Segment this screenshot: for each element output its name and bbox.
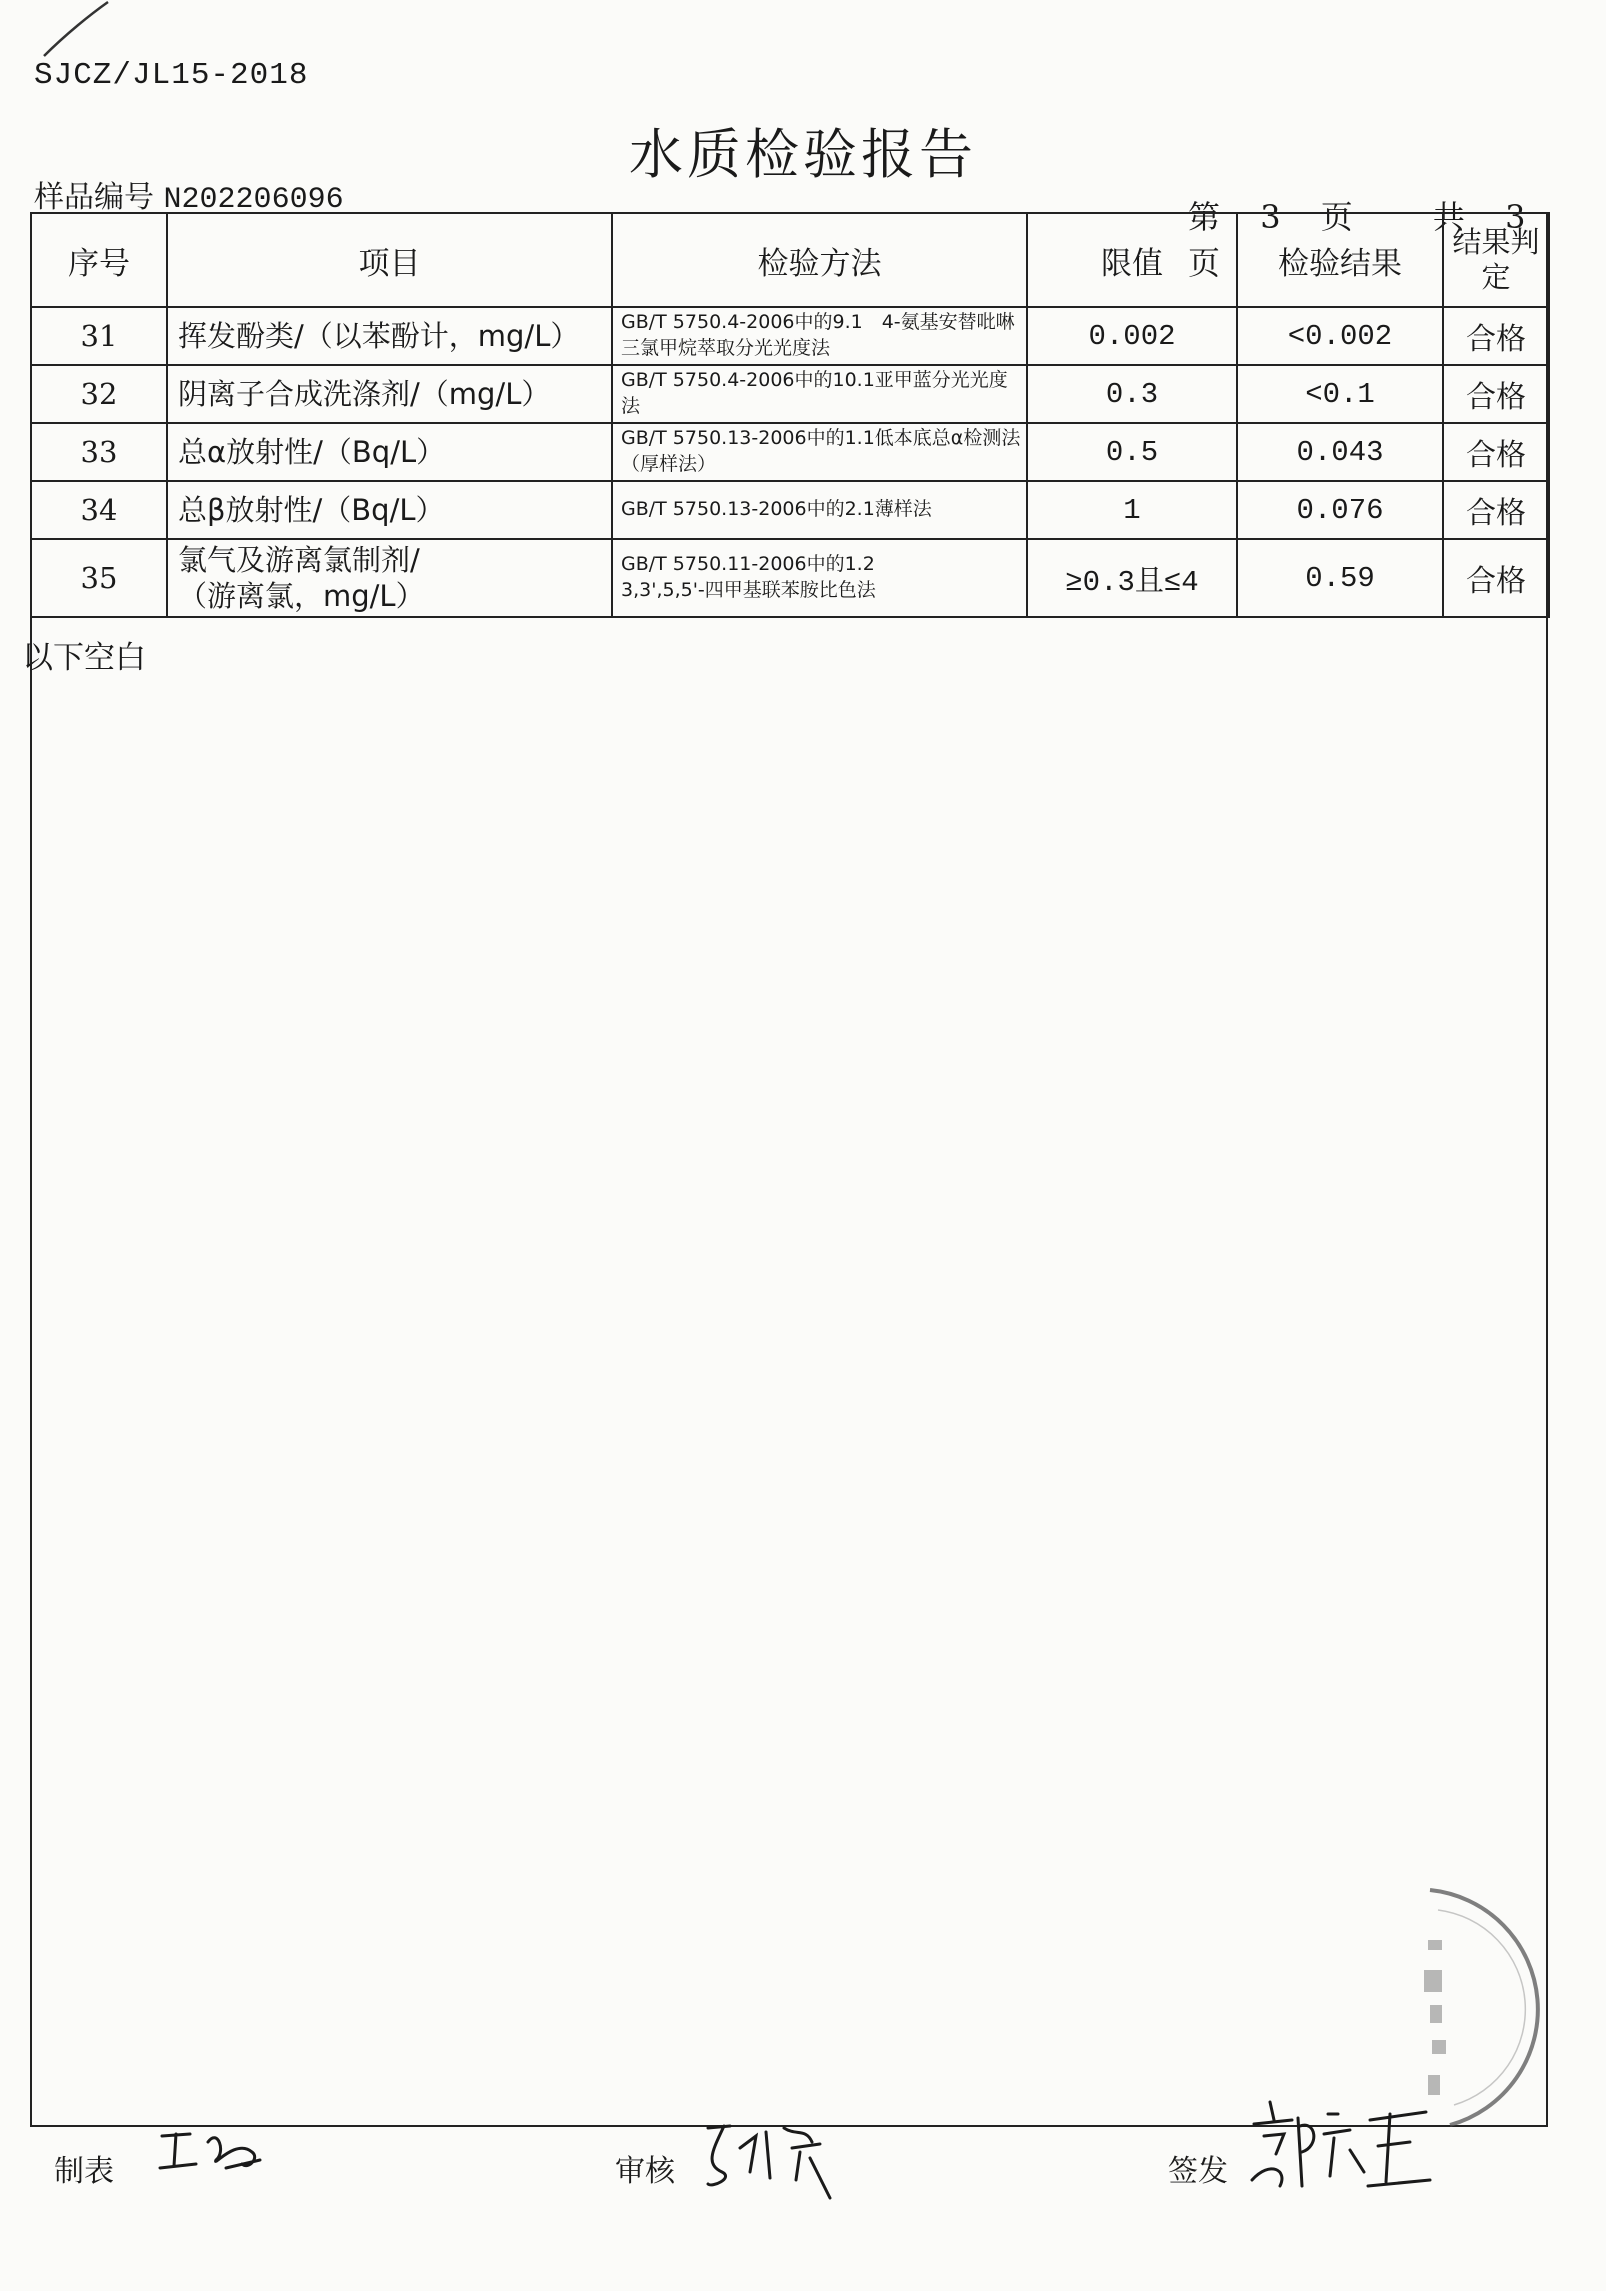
header-item: 项目 bbox=[167, 213, 612, 307]
report-title: 水质检验报告 bbox=[629, 123, 977, 186]
cell-method-line-1: GB/T 5750.11-2006中的1.2 bbox=[621, 553, 875, 576]
cell-seq: 34 bbox=[31, 481, 167, 539]
header-limit: 限值 bbox=[1027, 213, 1237, 307]
page-unit: 页 bbox=[1320, 198, 1353, 236]
header-result: 检验结果 bbox=[1237, 213, 1443, 307]
table-row bbox=[31, 307, 1549, 365]
table-row bbox=[31, 539, 1549, 617]
cell-limit: ≥0.3且≤4 bbox=[1027, 539, 1237, 617]
cell-item bbox=[167, 539, 612, 617]
table-header-row bbox=[31, 213, 1549, 307]
cell-result: <0.1 bbox=[1237, 365, 1443, 423]
results-table bbox=[30, 212, 1550, 618]
cell-judgment: 合格 bbox=[1443, 307, 1549, 365]
document-code: SJCZ/JL15-2018 bbox=[34, 58, 309, 93]
cell-limit: 0.5 bbox=[1027, 423, 1237, 481]
prepared-by-label: 制表 bbox=[54, 2154, 114, 2189]
cell-limit: 1 bbox=[1027, 481, 1237, 539]
total-pages: 3 bbox=[1505, 198, 1526, 236]
cell-result: 0.59 bbox=[1237, 539, 1443, 617]
cell-method: GB/T 5750.13-2006中的1.1低本底总α检测法（厚样法） bbox=[612, 423, 1027, 481]
cell-result: <0.002 bbox=[1237, 307, 1443, 365]
table-row bbox=[31, 423, 1549, 481]
sample-number-line bbox=[34, 172, 344, 217]
approved-by-signature bbox=[1240, 2090, 1440, 2200]
reviewed-by-label: 审核 bbox=[615, 2154, 675, 2189]
cell-item: 挥发酚类/（以苯酚计，mg/L） bbox=[167, 307, 612, 365]
header-seq: 序号 bbox=[31, 213, 167, 307]
table-row bbox=[31, 365, 1549, 423]
cell-method: GB/T 5750.13-2006中的2.1薄样法 bbox=[612, 481, 1027, 539]
cell-seq: 35 bbox=[31, 539, 167, 617]
header-judgment: 结果判定 bbox=[1443, 213, 1549, 307]
cell-result: 0.043 bbox=[1237, 423, 1443, 481]
total-word: 共 bbox=[1432, 198, 1465, 236]
corner-pen-mark bbox=[36, 0, 116, 60]
cell-seq: 32 bbox=[31, 365, 167, 423]
reviewed-by-signature bbox=[700, 2108, 840, 2208]
cell-result: 0.076 bbox=[1237, 481, 1443, 539]
cell-limit: 0.002 bbox=[1027, 307, 1237, 365]
cell-judgment: 合格 bbox=[1443, 539, 1549, 617]
cell-item: 总α放射性/（Bq/L） bbox=[167, 423, 612, 481]
cell-item-line-1: 氯气及游离氯制剂/ bbox=[178, 542, 420, 577]
prepared-by-signature bbox=[156, 2108, 276, 2188]
sample-number-value: N202206096 bbox=[163, 183, 344, 217]
cell-method-line-2: 3,3',5,5'-四甲基联苯胺比色法 bbox=[621, 579, 876, 601]
cell-item: 总β放射性/（Bq/L） bbox=[167, 481, 612, 539]
cell-item: 阴离子合成洗涤剂/（mg/L） bbox=[167, 365, 612, 423]
cell-item-line-2: （游离氯，mg/L） bbox=[178, 579, 425, 613]
cell-method: GB/T 5750.4-2006中的10.1亚甲蓝分光光度法 bbox=[612, 365, 1027, 423]
cell-seq: 31 bbox=[31, 307, 167, 365]
table-row bbox=[31, 481, 1549, 539]
page-word: 第 bbox=[1188, 198, 1221, 236]
end-of-table-note: 以下空白 bbox=[22, 640, 146, 676]
cell-judgment: 合格 bbox=[1443, 481, 1549, 539]
cell-limit: 0.3 bbox=[1027, 365, 1237, 423]
cell-seq: 33 bbox=[31, 423, 167, 481]
page-number: 3 bbox=[1260, 198, 1281, 236]
cell-method bbox=[612, 539, 1027, 617]
cell-judgment: 合格 bbox=[1443, 423, 1549, 481]
total-unit: 页 bbox=[1188, 244, 1221, 282]
approved-by-label: 签发 bbox=[1168, 2154, 1228, 2189]
cell-method: GB/T 5750.4-2006中的9.1 4-氨基安替吡啉三氯甲烷萃取分光光度法 bbox=[612, 307, 1027, 365]
cell-judgment: 合格 bbox=[1443, 365, 1549, 423]
header-method: 检验方法 bbox=[612, 213, 1027, 307]
sample-number-label: 样品编号 bbox=[34, 180, 154, 215]
